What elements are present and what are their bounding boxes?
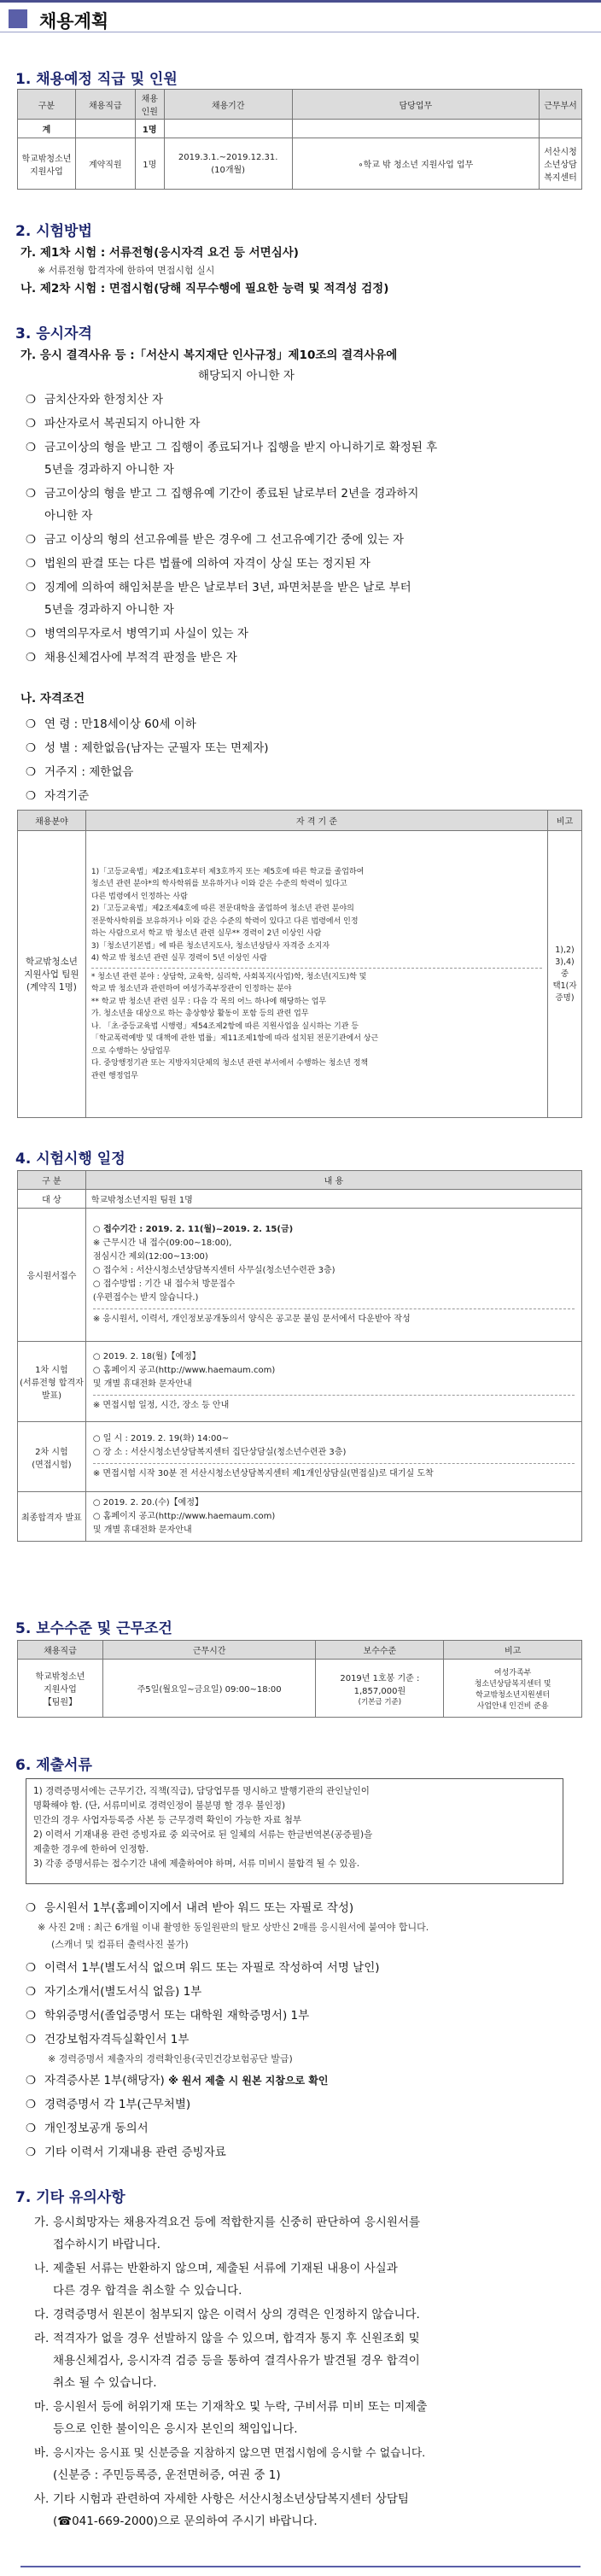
th-field: 채용분야 (18, 811, 86, 831)
disq-item-cont: 5년을 경과하지 아니한 자 (44, 603, 174, 617)
note-item: 마. 응시원서 등에 허위기재 또는 기재착오 및 누락, 구비서류 미비 또는 미제출 (34, 2400, 428, 2414)
row-period: 2019.3.1.~2019.12.31. (10개월) (164, 138, 292, 190)
doc-item: ❍ 학위증명서(졸업증명서 또는 대학원 재학증명서) 1부 (26, 2009, 310, 2023)
section-title-eligibility: 3. 응시자격 (15, 325, 92, 342)
exam-step-1-note: ※ 서류전형 합격자에 한하여 면접시험 실시 (38, 265, 215, 276)
note-item: 나. 제출된 서류는 반환하지 않으며, 제출된 서류에 기재된 내용이 사실과 (34, 2262, 398, 2275)
doc-item: ❍ 자격증사본 1부(해당자) ※ 원서 제출 시 원본 지참으로 확인 (26, 2074, 329, 2087)
second-exam-label: 2차 시험 (면접시험) (18, 1422, 86, 1492)
qualification-table (17, 810, 582, 1118)
th-note: 비고 (444, 1641, 582, 1660)
doc-item: ❍ 이력서 1부(별도서식 없으며 워드 또는 자필로 작성하여 서명 날인) (26, 1961, 380, 1975)
th-criteria: 자 격 기 준 (85, 811, 547, 831)
page-title: 채용계획 (39, 11, 109, 32)
th-count: 채용인원 (135, 90, 164, 120)
disq-item: ❍ 금치산자와 한정치산 자 (26, 393, 163, 407)
note-item-cont: 다른 경우 합격을 취소할 수 있습니다. (53, 2284, 242, 2298)
doc-item: ❍ 기타 이력서 기재내용 관련 증빙자료 (26, 2146, 226, 2159)
disq-item: ❍ 채용신체검사에 부적격 판정을 받은 자 (26, 651, 237, 664)
note-item-cont: (☎041-669-2000)으로 문의하여 주시기 바랍니다. (53, 2515, 318, 2528)
th-hours: 근무시간 (102, 1641, 316, 1660)
final-result-label: 최종합격자 발표 (18, 1492, 86, 1542)
pay-rank: 학교밖청소년 지원사업 【팀원】 (18, 1660, 103, 1718)
note-item-cont: (신분증 : 주민등록증, 운전면허증, 여권 중 1) (53, 2468, 281, 2482)
disq-item: ❍ 파산자로서 복권되지 아니한 자 (26, 417, 201, 430)
remark-cell: 1),2) 3),4) 중 택1(자 증명) (548, 831, 582, 1118)
disq-item: ❍ 법원의 판결 또는 다른 법률에 의하여 자격이 상실 또는 정지된 자 (26, 557, 371, 571)
application-content: ○ 접수기간 : 2019. 2. 11(월)~2019. 2. 15(금) ※ 근무시간 내 접수(09:00~18:00), 점심시간 제외(12:00~13:00) ○ 접수처 : 서산시청소년상담복지센터 사무실(청소년수련관 3층) ○ 접수방법 : 기간 내 접수처 방문접수 (우편접수는 받지 않습니다.) ※ 응시원서, 이력서, 개인정보공개동의서 양식은 공고문 붙임 문서에서 다운받아 작성 (85, 1209, 581, 1342)
section-title-other-notes: 7. 기타 유의사항 (15, 2189, 125, 2206)
pay-note: 여성가족부 청소년상담복지센터 및 학교밖청소년지원센터 사업안내 인건비 준용 (444, 1660, 582, 1718)
row-duty: ∘학교 밖 청소년 지원사업 업무 (292, 138, 539, 190)
second-exam-content: ○ 일 시 : 2019. 2. 19(화) 14:00~ ○ 장 소 : 서산시청소년상담복지센터 집단상담실(청소년수련관 3층) ※ 면접시험 시작 30분 전 서산시청소년상담복지센터 제1개인상담실(면접실)로 대기실 도착 (85, 1422, 581, 1492)
th-duty: 담당업무 (292, 90, 539, 120)
disq-item-cont: 5년을 경과하지 아니한 자 (44, 463, 174, 477)
th-rank: 채용직급 (18, 1641, 103, 1660)
note-item-cont: 접수하시기 바랍니다. (53, 2238, 160, 2251)
condition-item: ❍ 거주지 : 제한없음 (26, 765, 134, 779)
note-item: 가. 응시희망자는 채용자격요건 등에 적합한지를 신중히 판단하여 응시원서를 (34, 2216, 421, 2229)
row-count: 1명 (135, 138, 164, 190)
section-title-pay: 5. 보수수준 및 근무조건 (15, 1620, 172, 1637)
positions-table (17, 89, 582, 190)
th-salary: 보수수준 (316, 1641, 444, 1660)
doc-item: ❍ 경력증명서 각 1부(근무처별) (26, 2098, 191, 2111)
disqualification-heading: 가. 응시 결격사유 등 :「서산시 복지재단 인사규정」제10조의 결격사유에 (20, 348, 398, 362)
exam-step-2: 나. 제2차 시험 : 면접시험(당해 직무수행에 필요한 능력 및 적격성 검정) (20, 282, 389, 296)
disq-item: ❍ 금고이상의 형을 받고 그 집행이 종료되거나 집행을 받지 아니하기로 확정된 후 (26, 441, 438, 454)
disq-item: ❍ 금고이상의 형을 받고 그 집행유예 기간이 종료된 날로부터 2년을 경과하지 (26, 487, 419, 501)
title-marker-icon (9, 9, 27, 28)
total-label: 계 (18, 120, 76, 138)
first-exam-content: ○ 2019. 2. 18(월)【예정】 ○ 홈페이지 공고(http://www.haemaum.com) 및 개별 휴대전화 문자안내 ※ 면접시험 일정, 시간, 장소 등 안내 (85, 1342, 581, 1422)
final-result-content: ○ 2019. 2. 20.(수)【예정】 ○ 홈페이지 공고(http://www.haemaum.com) 및 개별 휴대전화 문자안내 (85, 1492, 581, 1542)
condition-item: ❍ 연 령 : 만18세이상 60세 이하 (26, 717, 196, 731)
exam-step-1: 가. 제1차 시험 : 서류전형(응시자격 요건 등 서면심사) (20, 246, 299, 260)
note-item: 다. 경력증명서 원본이 첨부되지 않은 이력서 상의 경력은 인정하지 않습니다. (34, 2308, 420, 2321)
pay-hours: 주5일(월요일~금요일) 09:00~18:00 (102, 1660, 316, 1718)
target-label: 대 상 (18, 1190, 86, 1209)
disqualification-heading-cont: 해당되지 아니한 자 (198, 369, 295, 383)
target-value: 학교밖청소년지원 팀원 1명 (85, 1190, 581, 1209)
th-kind: 구 분 (18, 1171, 86, 1190)
application-label: 응시원서접수 (18, 1209, 86, 1342)
doc-health-note: ※ 경력증명서 제출자의 경력확인용(국민건강보험공단 발급) (48, 2053, 293, 2064)
note-item-cont: 채용신체검사, 응시자격 검증 등을 통하여 결격사유가 발견될 경우 합격이 (53, 2354, 420, 2368)
page-header (0, 0, 601, 32)
th-position: 채용직급 (75, 90, 135, 120)
field-cell: 학교밖청소년 지원사업 팀원 (계약직 1명) (18, 831, 86, 1118)
criteria-cell: 1)「고등교육법」제2조제1호부터 제3호까지 또는 제5호에 따른 학교를 졸업하여 청소년 관련 분야*의 학사학위를 보유하거나 이와 같은 수준의 학력이 있다고 다른 법령에서 인정하는 사람 2)「고등교육법」제2조제4호에 따른 전문대학을 졸업하여 청소년 관련 분야의 전문학사학위를 보유하거나 이와 같은 수준의 학력이 있다고 다른 법령에서 인정 하는 사람으로서 학교 밖 청소년 관련 실무** 경력이 2년 이상인 사람 3)「청소년기본법」에 따른 청소년지도사, 청소년상담사 자격증 소지자 4) 학교 밖 청소년 관련 실무 경력이 5년 이상인 사람 * 청소년 관련 분야 : 상담학, 교육학, 심리학, 사회복지(사업)학, 청소년(지도)학 및 학교 밖 청소년과 관련하여 여성가족부장관이 인정하는 분야 ** 학교 밖 청소년 관련 실무 : 다음 각 목의 어느 하나에 해당하는 업무 가. 청소년을 대상으로 하는 총상향상 활동이 포함 등의 관련 업무 나. 「초·중등교육법 시행령」제54조제2항에 따른 지원사업을 실시하는 기관 등 「학교폭력예방 및 대책에 관한 법률」제11조제1항에 따라 설치된 전문기관에서 상근 으로 수행하는 상담업무 다. 중앙행정기관 또는 지방자치단체의 청소년 관련 부서에서 수행하는 청소년 정책 관련 행정업무 (85, 831, 547, 1118)
condition-item: ❍ 성 별 : 제한없음(남자는 군필자 또는 면제자) (26, 741, 269, 755)
doc-photo-note-2: (스캐너 및 컴퓨터 출력사진 불가) (51, 1939, 189, 1950)
pay-salary: 2019년 1호봉 기준 : 1,857,000원 (기본급 기준) (316, 1660, 444, 1718)
note-item: 바. 응시자는 응시표 및 신분증을 지참하지 않으면 면접시험에 응시할 수 없습니다. (34, 2446, 426, 2460)
qualification-heading: 나. 자격조건 (20, 692, 85, 705)
footer-divider (20, 2566, 581, 2567)
pay-table (17, 1640, 582, 1718)
schedule-table (17, 1170, 582, 1542)
documents-notice-box: 1) 경력증명서에는 근무기간, 직책(직급), 담당업무를 명시하고 발행기관의 관인날인이 명확해야 함. (단, 서류미비로 경력인정이 불분명 할 경우 불인정) 민간의 경우 사업자등록증 사본 등 근무경력 확인이 가능한 자료 첨부 2) 이력서 기재내용 관련 증빙자료 중 외국어로 된 일체의 서류는 한글번역본(공증필)을 제출한 경우에 한하여 인정함. 3) 각종 증명서류는 접수기간 내에 제출하여야 하며, 서류 미비시 불합격 될 수 있음. (26, 1778, 563, 1884)
row-position: 계약직원 (75, 138, 135, 190)
disq-item-cont: 아니한 자 (44, 509, 93, 523)
disq-item: ❍ 금고 이상의 형의 선고유예를 받은 경우에 그 선고유예기간 중에 있는 자 (26, 533, 405, 547)
th-content: 내 용 (85, 1171, 581, 1190)
section-title-schedule: 4. 시험시행 일정 (15, 1150, 125, 1168)
th-category: 구분 (18, 90, 76, 120)
row-dept: 서산시청소년상담복지센터 (540, 138, 582, 190)
note-item-cont: 등으로 인한 불이익은 응시자 본인의 책임입니다. (53, 2422, 298, 2436)
doc-item: ❍ 자기소개서(별도서식 없음) 1부 (26, 1985, 202, 1999)
doc-item: ❍ 개인정보공개 동의서 (26, 2122, 149, 2135)
doc-item: ❍ 응시원서 1부(홈페이지에서 내려 받아 워드 또는 자필로 작성) (26, 1901, 354, 1915)
th-remark: 비고 (548, 811, 582, 831)
disq-item: ❍ 징계에 의하여 해임처분을 받은 날로부터 3년, 파면처분을 받은 날로 부터 (26, 581, 411, 594)
section-title-documents: 6. 제출서류 (15, 1757, 92, 1774)
note-item: 사. 기타 시험과 관련하여 자세한 사항은 서산시청소년상담복지센터 상담팀 (34, 2492, 409, 2506)
th-period: 채용기간 (164, 90, 292, 120)
section-title-positions: 1. 채용예정 직급 및 인원 (15, 71, 178, 88)
th-dept: 근무부서 (540, 90, 582, 120)
note-item-cont: 취소 될 수 있습니다. (53, 2376, 157, 2390)
disq-item: ❍ 병역의무자로서 병역기피 사실이 있는 자 (26, 627, 248, 641)
note-item: 라. 적격자가 없을 경우 선발하지 않을 수 있으며, 합격자 통지 후 신원조회 및 (34, 2332, 420, 2345)
row-category: 학교밖청소년 지원사업 (18, 138, 76, 190)
doc-item: ❍ 건강보험자격득실확인서 1부 (26, 2033, 190, 2046)
section-title-exam-method: 2. 시험방법 (15, 223, 92, 240)
total-count: 1명 (135, 120, 164, 138)
first-exam-label: 1차 시험 (서류전형 합격자 발표) (18, 1342, 86, 1422)
condition-item: ❍ 자격기준 (26, 789, 90, 803)
doc-photo-note: ※ 사진 2매 : 최근 6개월 이내 촬영한 동일원판의 탈모 상반신 2매를 응시원서에 붙여야 합니다. (38, 1922, 429, 1933)
